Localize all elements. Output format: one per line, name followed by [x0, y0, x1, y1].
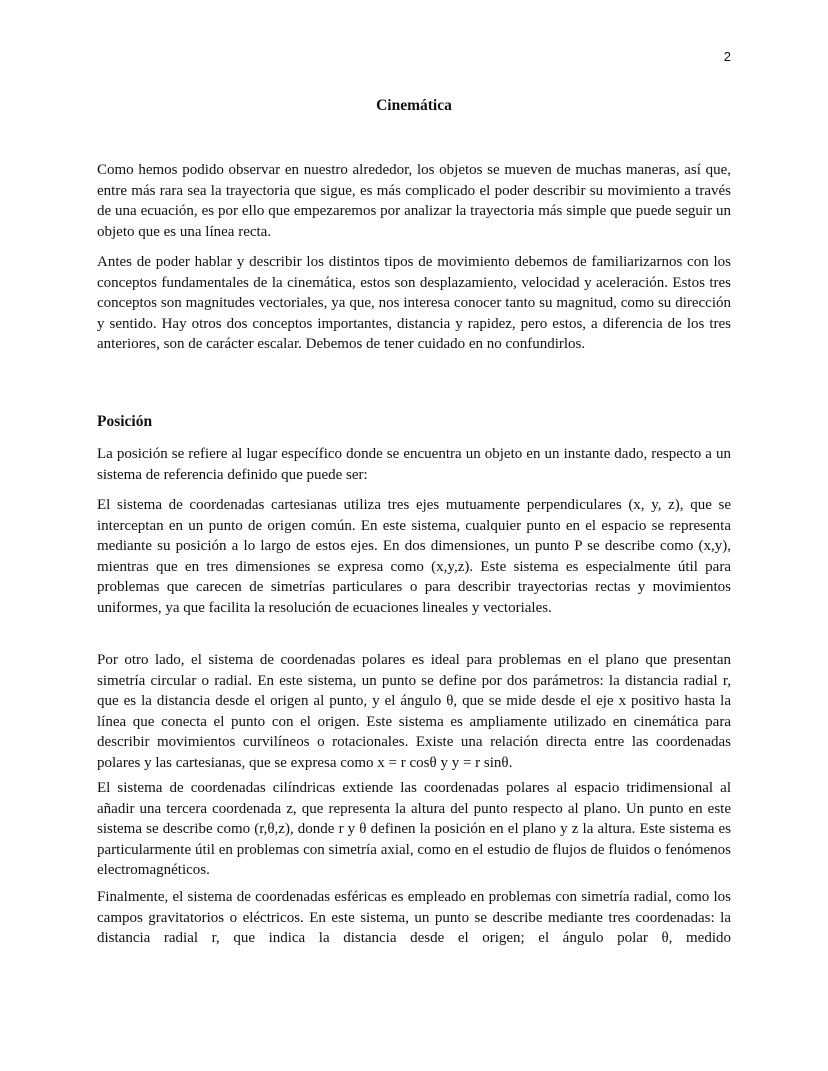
paragraph-cartesian: El sistema de coordenadas cartesianas utiliza tres ejes mutuamente perpendiculares (x, y, z), que se interceptan en un punto de origen común. En este sistema, cualquier punto en el espacio se representa mediante su posición a lo largo de estos ejes. En dos dimensiones, un punto P se describe como (x,y), mientras que en tres dimensiones se expresa como (x,y,z). Este sistema es especialmente útil para problemas que carecen de simetrías particulares o para describir trayectorias rectas y movimientos uniformes, ya que facilita la resolución de ecuaciones lineales y vectoriales.	[97, 497, 731, 616]
intro-paragraph-2: Antes de poder hablar y describir los distintos tipos de movimiento debemos de familiarizarnos con los conceptos fundamentales de la cinemática, estos son desplazamiento, velocidad y aceleración. Estos tres conceptos son magnitudes vectoriales, ya que, nos interesa conocer tanto su magnitud, como su dirección y sentido. Hay otros dos conceptos importantes, distancia y rapidez, pero estos, a diferencia de los tres anteriores, son de carácter escalar. Debemos de tener cuidado en no confundirlos.	[97, 254, 731, 353]
section-heading: Posición	[97, 413, 153, 430]
paragraph-position-definition: La posición se refiere al lugar específico donde se encuentra un objeto en un instante dado, respecto a un sistema de referencia definido que puede ser:	[97, 446, 731, 483]
paragraph-spherical: Finalmente, el sistema de coordenadas esféricas es empleado en problemas con simetría radial, como los campos gravitatorios o eléctricos. En este sistema, un punto se describe mediante tres coordenadas: la distancia radial r, que indica la distancia desde el origen; el ángulo polar θ, medido	[97, 889, 731, 947]
paragraph-cylindrical: El sistema de coordenadas cilíndricas extiende las coordenadas polares al espacio tridimensional al añadir una tercera coordenada z, que representa la altura del punto respecto al plano. Un punto en este sistema se describe como (r,θ,z), donde r y θ definen la posición en el plano y z la altura. Este sistema es particularmente útil en problemas con simetría axial, como en el estudio de flujos de fluidos o fenómenos electromagnéticos.	[97, 780, 731, 879]
page-number: 2	[723, 49, 731, 64]
paragraph-polar: Por otro lado, el sistema de coordenadas polares es ideal para problemas en el plano que presentan simetría circular o radial. En este sistema, un punto se define por dos parámetros: la distancia radial r, que es la distancia desde el origen al punto, y el ángulo θ, que se mide desde el eje x positivo hasta la línea que conecta el punto con el origen. Este sistema es ampliamente utilizado en cinemática para describir movimientos curvilíneos o rotacionales. Existe una relación directa entre las coordenadas polares y las cartesianas, que se expresa como x = r cosθ y y = r sinθ.	[97, 652, 731, 771]
intro-paragraph-1: Como hemos podido observar en nuestro alrededor, los objetos se mueven de muchas maneras, así que, entre más rara sea la trayectoria que sigue, es más complicado el poder describir su movimiento a través de una ecuación, es por ello que empezaremos por analizar la trayectoria más simple que puede seguir un objeto que es una línea recta.	[97, 162, 731, 240]
page-title: Cinemática	[376, 97, 452, 114]
